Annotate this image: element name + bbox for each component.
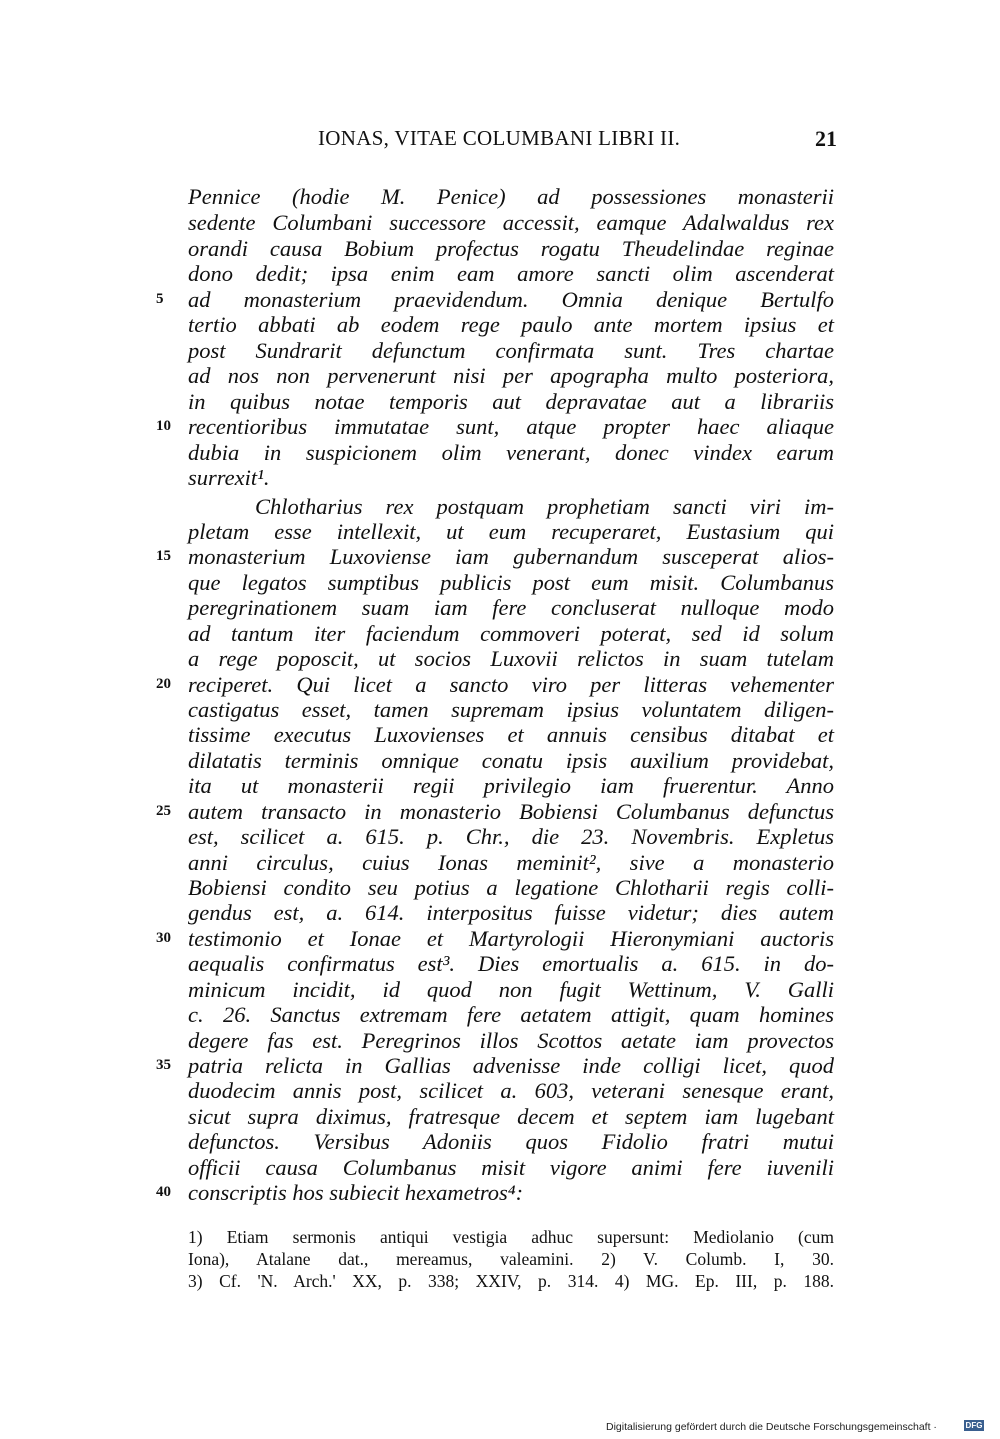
body-line: est, scilicet a. 615. p. Chr., die 23. Novembris. Expletus xyxy=(188,824,834,849)
line-number: 25 xyxy=(156,803,171,819)
footnote-line: Iona), Atalane dat., mereamus, valeamini. 2) V. Columb. I, 30. xyxy=(188,1249,834,1269)
body-line: ad nos non pervenerunt nisi per apographa multo posteriora, xyxy=(188,363,834,388)
body-line: Bobiensi condito seu potius a legatione Chlotharii regis colli- xyxy=(188,875,834,900)
body-line: tertio abbati ab eodem rege paulo ante mortem ipsius et xyxy=(188,312,834,337)
body-line: dubia in suspicionem olim venerant, donec vindex earum xyxy=(188,440,834,465)
body-line: Pennice (hodie M. Penice) ad possessiones monasterii xyxy=(188,184,834,209)
body-line: in quibus notae temporis aut depravatae aut a librariis xyxy=(188,389,834,414)
body-line: ita ut monasterii regii privilegio iam fruerentur. Anno xyxy=(188,773,834,798)
body-line: duodecim annis post, scilicet a. 603, veterani senesque erant, xyxy=(188,1078,834,1103)
body-line: recentioribus immutatae sunt, atque propter haec aliaque xyxy=(188,414,834,439)
dfg-logo: DFG xyxy=(965,1421,983,1430)
footnote-line: 1) Etiam sermonis antiqui vestigia adhuc supersunt: Mediolanio (cum xyxy=(188,1227,834,1247)
body-line: tissime executus Luxovienses et annuis censibus ditabat et xyxy=(188,722,834,747)
body-line: sedente Columbani successore accessit, eamque Adalwaldus rex xyxy=(188,210,834,235)
line-number: 20 xyxy=(156,676,171,692)
body-line: testimonio et Ionae et Martyrologii Hieronymiani auctoris xyxy=(188,926,834,951)
body-line: conscriptis hos subiecit hexametros⁴: xyxy=(188,1180,524,1205)
body-line: peregrinationem suam iam fere concluserat nulloque modo xyxy=(188,595,834,620)
body-line: officii causa Columbanus misit vigore animi fere iuvenili xyxy=(188,1155,834,1180)
body-line: anni circulus, cuius Ionas meminit², sive a monasterio xyxy=(188,850,834,875)
line-number: 15 xyxy=(156,548,171,564)
line-number: 30 xyxy=(156,930,171,946)
body-line: dono dedit; ipsa enim eam amore sancti olim ascenderat xyxy=(188,261,834,286)
body-line: sicut supra diximus, fratresque decem et septem iam lugebant xyxy=(188,1104,834,1129)
body-line: monasterium Luxoviense iam gubernandum susceperat alios- xyxy=(188,544,834,569)
body-line: ad tantum iter faciendum commoveri poterat, sed id solum xyxy=(188,621,834,646)
body-line: que legatos sumptibus publicis post eum misit. Columbanus xyxy=(188,570,834,595)
body-line: minicum incidit, id quod non fugit Wettinum, V. Galli xyxy=(188,977,834,1002)
body-line: Chlotharius rex postquam prophetiam sancti viri im- xyxy=(255,494,834,519)
page-header xyxy=(0,126,1000,156)
body-line: castigatus esset, tamen supremam ipsius voluntatem diligen- xyxy=(188,697,834,722)
body-line: a rege poposcit, ut socios Luxovii relictos in suam tutelam xyxy=(188,646,834,671)
line-number: 40 xyxy=(156,1184,171,1200)
body-line: patria relicta in Gallias advenisse inde colligi licet, quod xyxy=(188,1053,834,1078)
body-line: degere fas est. Peregrinos illos Scottos aetate iam provectos xyxy=(188,1028,834,1053)
body-line: orandi causa Bobium profectus rogatu Theudelindae reginae xyxy=(188,236,834,261)
body-line: defunctos. Versibus Adoniis quos Fidolio fratri mutui xyxy=(188,1129,834,1154)
body-line: gendus est, a. 614. interpositus fuisse videtur; dies autem xyxy=(188,900,834,925)
body-line: ad monasterium praevidendum. Omnia denique Bertulfo xyxy=(188,287,834,312)
body-line: c. 26. Sanctus extremam fere aetatem attigit, quam homines xyxy=(188,1002,834,1027)
body-line: aequalis confirmatus est³. Dies emortualis a. 615. in do- xyxy=(188,951,834,976)
body-line: pletam esse intellexit, ut eum recuperaret, Eustasium qui xyxy=(188,519,834,544)
body-line: reciperet. Qui licet a sancto viro per litteras vehementer xyxy=(188,672,834,697)
line-number: 35 xyxy=(156,1057,171,1073)
body-line: surrexit¹. xyxy=(188,465,270,490)
running-head: IONAS, VITAE COLUMBANI LIBRI II. xyxy=(318,126,681,150)
line-number: 5 xyxy=(156,291,164,307)
body-line: autem transacto in monasterio Bobiensi Columbanus defunctus xyxy=(188,799,834,824)
line-number: 10 xyxy=(156,418,171,434)
body-line: dilatatis terminis omnique conatu ipsis auxilium providebat, xyxy=(188,748,834,773)
footnote-line: 3) Cf. 'N. Arch.' XX, p. 338; XXIV, p. 314. 4) MG. Ep. III, p. 188. xyxy=(188,1271,834,1291)
digitization-note: Digitalisierung gefördert durch die Deutsche Forschungsgemeinschaft · xyxy=(606,1421,937,1433)
body-line: post Sundrarit defunctum confirmata sunt. Tres chartae xyxy=(188,338,834,363)
page-number: 21 xyxy=(815,126,837,151)
